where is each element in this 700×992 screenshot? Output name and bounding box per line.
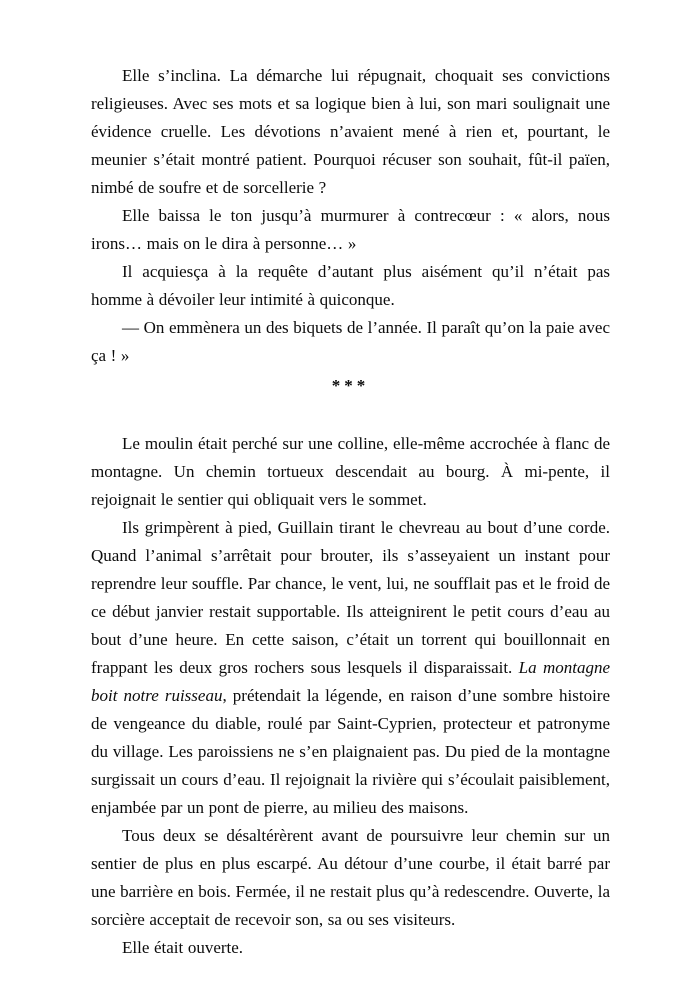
paragraph: Il acquiesça à la requête d’autant plus aisément qu’il n’était pas homme à dévoiler leur intimité à quiconque. [91,262,610,309]
paragraph: Elle s’inclina. La démarche lui répugnait, choquait ses convictions religieuses. Avec ses mots et sa logique bien à lui, son mari soulignait une évidence cruelle. Les dévotions n’avaient mené à rien et, pourtant, le meunier s’était montré patient. Pourquoi récuser son souhait, fût-il païen, nimbé de soufre et de sorcellerie ? [91,66,610,197]
paragraph: Elle était ouverte. [122,938,244,957]
paragraph: Elle baissa le ton jusqu’à murmurer à contrecœur : « alors, nous irons… mais on le dira à personne… » [91,206,610,253]
paragraph: Tous deux se désaltérèrent avant de poursuivre leur chemin sur un sentier de plus en plus escarpé. Au détour d’une courbe, il était barré par une barrière en bois. Fermée, il ne restait plus qu’à redescendre. Ouverte, la sorcière acceptait de recevoir son, sa ou ses visiteurs. [91,826,610,929]
paragraph: Le moulin était perché sur une colline, elle-même accrochée à flanc de montagne. Un chemin tortueux descendait au bourg. À mi-pente, il rejoignait le sentier qui obliquait vers le sommet. [91,434,610,509]
paragraph [91,514,610,822]
paragraph-text: Ils grimpèrent à pied, Guillain tirant le chevreau au bout d’une corde. Quand l’animal s’arrêtait pour brouter, ils s’asseyaient un instant pour reprendre leur souffle. Par chance, le vent, lui, ne soufflait pas et le froid de ce début janvier restait supportable. Ils atteignirent le petit cours d’eau au bout d’une heure. En cette saison, c’était un torrent qui bouillonnait en frappant les deux gros rochers sous lesquels il disparaissait. [91,518,610,677]
paragraph-text: , prétendait la légende, en raison d’une sombre histoire de vengeance du diable, roulé par Saint-Cyprien, protecteur et patronyme du village. Les paroissiens ne s’en plaignaient pas. Du pied de la montagne surgissait un cours d’eau. Il rejoignait la rivière qui s’écoulait paisiblement, enjambée par un pont de pierre, au milieu des maisons. [91,686,610,817]
paragraph-dialogue: — On emmènera un des biquets de l’année. Il paraît qu’on la paie avec ça ! » [91,318,610,365]
section-break: *** [331,376,370,395]
italic-phrase: La montagne boit notre ruisseau [91,658,610,705]
